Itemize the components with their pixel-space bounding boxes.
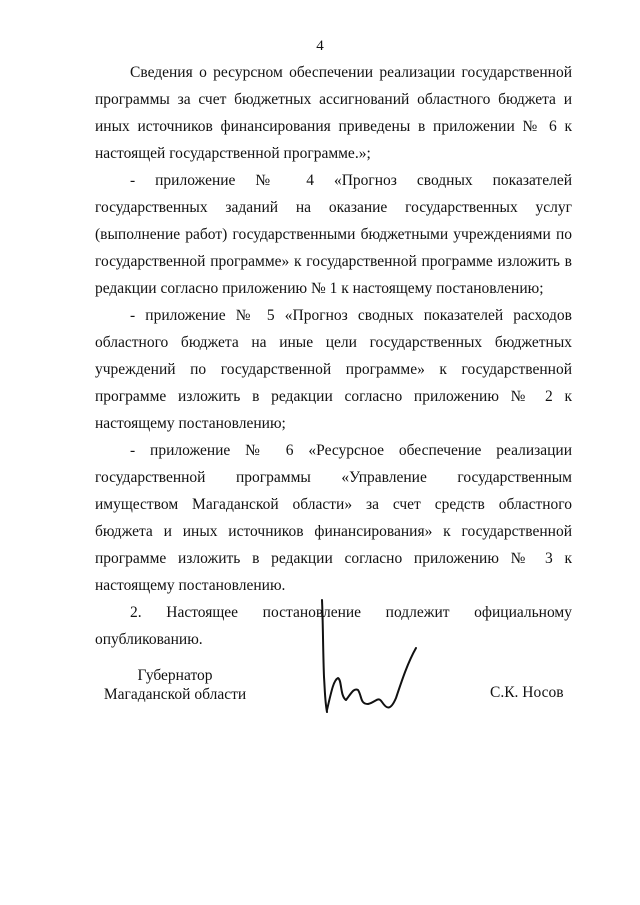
paragraph-appendix-5: - приложение № 5 «Прогноз сводных показателей расходов областного бюджета на иные цели государственных бюджетных учреждений по государственной программе» к государственной программе изложить в редакции согласно приложению № 2 к настоящему постановлению; <box>95 307 572 432</box>
paragraph-resource-info: Сведения о ресурсном обеспечении реализации государственной программы за счет бюджетных ассигнований областного бюджета и иных источников финансирования приведены в приложении № 6 к настоящей государственной программе.»; <box>95 64 572 162</box>
paragraph-appendix-6: - приложение № 6 «Ресурсное обеспечение реализации государственной программы «Управление государственным имуществом Магаданской области» за счет средств областного бюджета и иных источников финансирования» к государственной программе изложить в редакции согласно приложению № 3 к настоящему постановлению. <box>95 442 572 594</box>
signer-name: С.К. Носов <box>490 684 564 701</box>
paragraph-appendix-4: - приложение № 4 «Прогноз сводных показателей государственных заданий на оказание государственных услуг (выполнение работ) государственными бюджетными учреждениями по государственной программе» к государственной программе изложить в редакции согласно приложению № 1 к настоящему постановлению; <box>95 172 572 297</box>
signer-title-line2: Магаданской области <box>103 686 247 703</box>
signer-title-line1: Губернатор <box>137 667 213 684</box>
page-number: 4 <box>316 38 324 54</box>
signer-title <box>95 666 255 704</box>
handwritten-signature <box>310 592 420 722</box>
paragraph-publication: 2. Настоящее постановление подлежит официальному опубликованию. <box>95 604 572 648</box>
